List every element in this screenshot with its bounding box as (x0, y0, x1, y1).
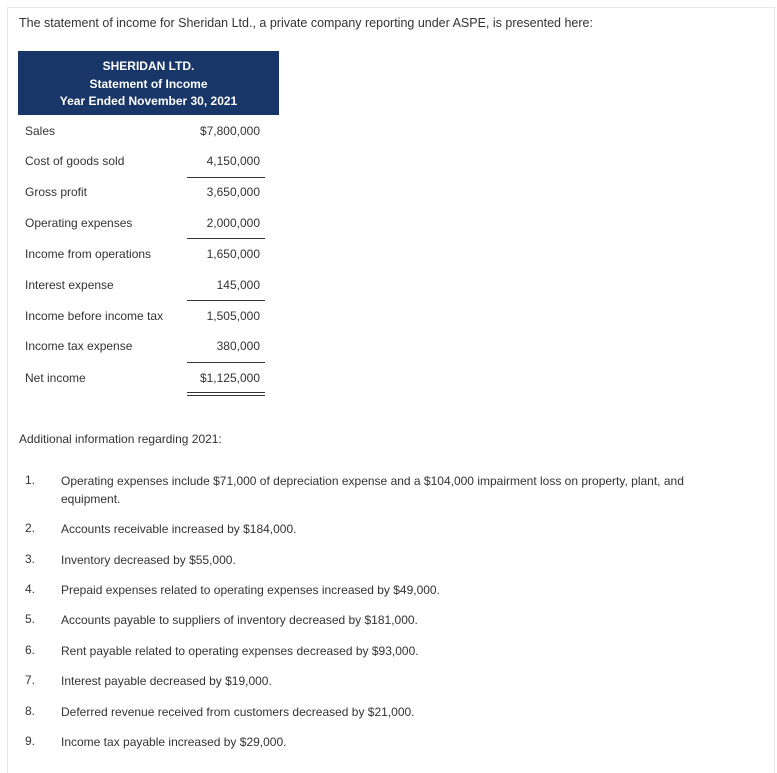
item-text: Inventory decreased by $55,000. (61, 553, 236, 567)
statement-header (18, 51, 279, 115)
row-label: Net income (25, 371, 86, 385)
table-row (0, 339, 300, 370)
item-number: 6. (25, 643, 36, 657)
intro-text: The statement of income for Sheridan Ltd., a private company reporting under ASPE, is presented here: (19, 16, 593, 30)
table-row (0, 216, 300, 247)
item-number: 5. (25, 612, 36, 626)
row-label: Operating expenses (25, 216, 133, 230)
table-row (0, 185, 300, 216)
item-number: 3. (25, 552, 36, 566)
item-text: Rent payable related to operating expenses decreased by $93,000. (61, 644, 419, 658)
additional-info-heading: Additional information regarding 2021: (19, 432, 222, 446)
table-row (0, 371, 300, 402)
statement-period: Year Ended November 30, 2021 (59, 94, 238, 108)
table-row (0, 247, 300, 278)
item-text: Operating expenses include $71,000 of depreciation expense and a $104,000 impairment loss on property, plant, and equipment. (61, 474, 684, 506)
row-amount: 380,000 (216, 339, 260, 353)
item-text: Accounts payable to suppliers of inventory decreased by $181,000. (61, 613, 418, 627)
row-label: Gross profit (25, 185, 88, 199)
row-amount: 4,150,000 (206, 154, 260, 168)
row-label: Income before income tax (25, 309, 164, 323)
row-label: Cost of goods sold (25, 154, 125, 168)
item-number: 1. (25, 473, 36, 487)
statement-title: Statement of Income (89, 76, 208, 91)
row-label: Interest expense (25, 278, 114, 292)
item-text: Income tax payable increased by $29,000. (61, 735, 287, 749)
row-amount: 2,000,000 (206, 216, 260, 230)
item-text: Deferred revenue received from customers decreased by $21,000. (61, 705, 415, 719)
subtotal-underline (187, 362, 265, 363)
subtotal-underline (187, 238, 265, 239)
row-label: Income tax expense (25, 339, 133, 353)
item-number: 9. (25, 734, 36, 748)
table-row (0, 278, 300, 309)
table-row (0, 309, 300, 340)
double-underline-top (187, 392, 265, 393)
subtotal-underline (187, 177, 265, 178)
subtotal-underline (187, 300, 265, 301)
item-text: Prepaid expenses related to operating expenses increased by $49,000. (61, 583, 440, 597)
item-text: Accounts receivable increased by $184,000. (61, 522, 297, 536)
item-number: 8. (25, 704, 36, 718)
row-amount: 3,650,000 (206, 185, 260, 199)
item-number: 7. (25, 673, 36, 687)
item-number: 2. (25, 521, 36, 535)
table-row (0, 154, 300, 185)
item-number: 4. (25, 582, 36, 596)
company-name: SHERIDAN LTD. (102, 59, 195, 73)
row-amount: 1,505,000 (206, 309, 260, 323)
row-label: Sales (25, 124, 56, 138)
row-amount: $1,125,000 (199, 371, 260, 385)
row-amount: $7,800,000 (199, 124, 260, 138)
row-amount: 145,000 (216, 278, 260, 292)
table-row (0, 124, 300, 155)
item-text: Interest payable decreased by $19,000. (61, 674, 272, 688)
row-amount: 1,650,000 (206, 247, 260, 261)
double-underline-bottom (187, 395, 265, 396)
row-label: Income from operations (25, 247, 152, 261)
